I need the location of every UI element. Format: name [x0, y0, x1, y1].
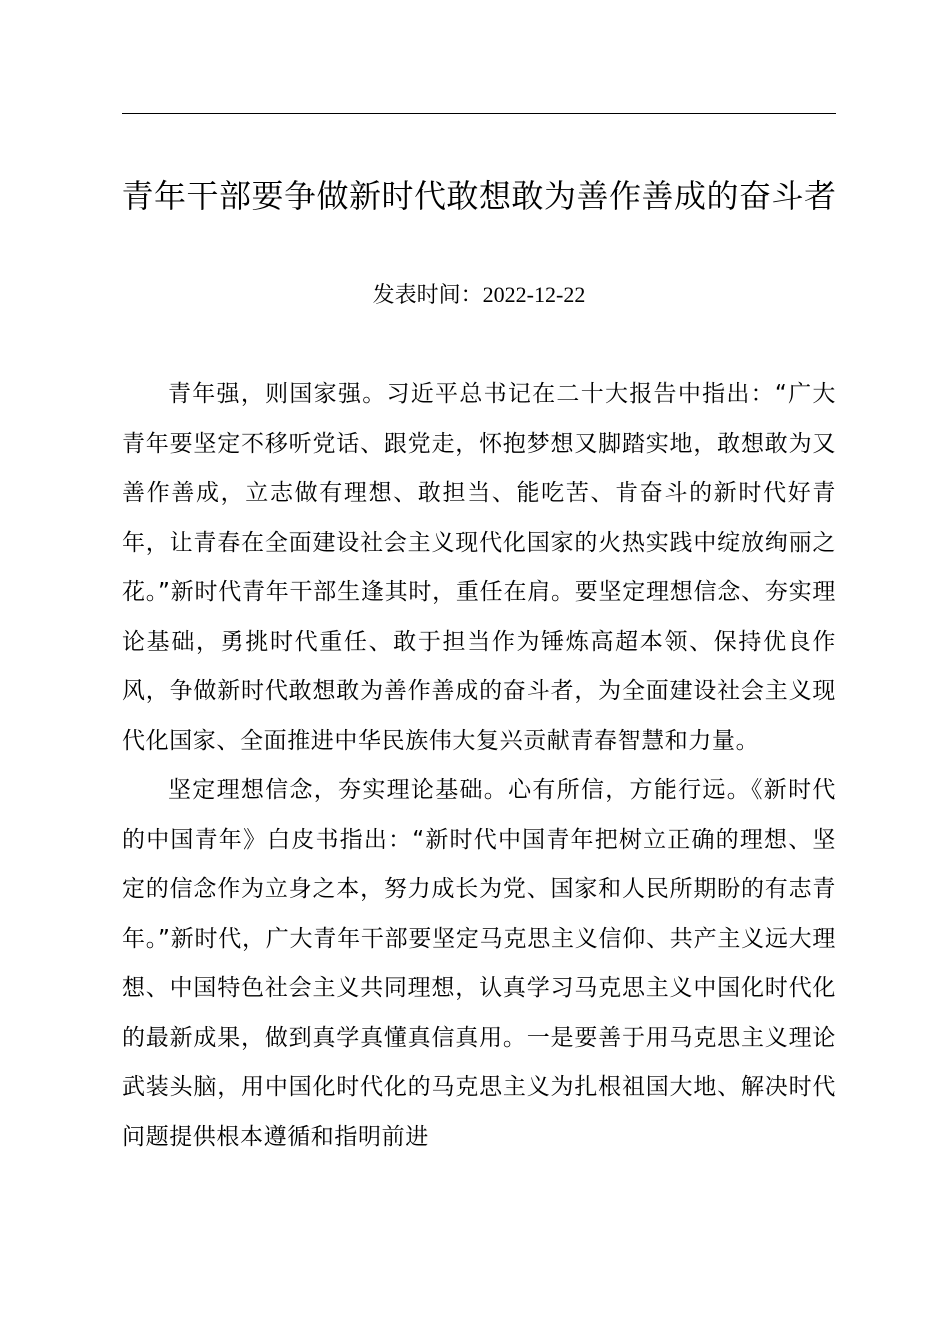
page-title: 青年干部要争做新时代敢想敢为善作善成的奋斗者	[121, 177, 837, 215]
paragraph-2: 坚定理想信念，夯实理论基础。心有所信，方能行远。《新时代的中国青年》白皮书指出：“新时代中国青年把树立正确的理想、坚定的信念作为立身之本，努力成长为党、国家和人民所期盼的有志青年。”新时代，广大青年干部要坚定马克思主义信仰、共产主义远大理想、中国特色社会主义共同理想，认真学习马克思主义中国化时代化的最新成果，做到真学真懂真信真用。一是要善于用马克思主义理论武装头脑，用中国化时代化的马克思主义为扎根祖国大地、解决时代问题提供根本遵循和指明前进	[122, 777, 836, 1150]
publish-date-line	[120, 280, 838, 311]
paragraph-1: 青年强，则国家强。习近平总书记在二十大报告中指出：“广大青年要坚定不移听党话、跟党走，怀抱梦想又脚踏实地，敢想敢为又善作善成，立志做有理想、敢担当、能吃苦、肯奋斗的新时代好青年，让青春在全面建设社会主义现代化国家的火热实践中绽放绚丽之花。”新时代青年干部生逢其时，重任在肩。要坚定理想信念、夯实理论基础，勇挑时代重任、敢于担当作为锤炼高超本领、保持优良作风，争做新时代敢想敢为善作善成的奋斗者，为全面建设社会主义现代化国家、全面推进中华民族伟大复兴贡献青春智慧和力量。	[122, 381, 836, 754]
header-rule	[122, 113, 836, 114]
article-body	[122, 370, 836, 1162]
publish-date-value: 2022-12-22	[482, 282, 586, 307]
publish-date-label: 发表时间：	[372, 283, 483, 308]
